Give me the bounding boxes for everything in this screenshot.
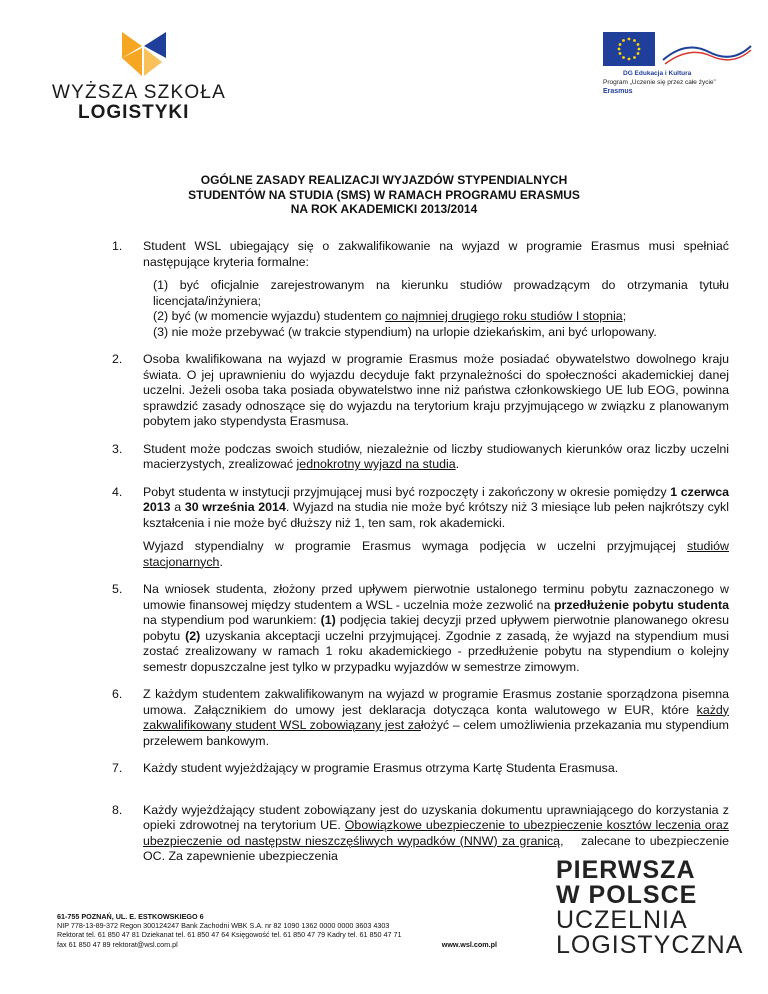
item-text — [143, 485, 729, 532]
item-text: Każdy student wyjeżdżający w programie Erasmus otrzyma Kartę Studenta Erasmusa. — [143, 761, 619, 775]
slogan-line1: PIERWSZA — [556, 856, 696, 884]
bold-date: 30 września 2014 — [184, 500, 286, 514]
logo-line1: WYŻSZA SZKOŁA — [52, 82, 226, 103]
item-text — [143, 582, 729, 675]
item-number: 4. — [112, 484, 123, 499]
wsl-logo — [52, 28, 232, 128]
footer-phones: Rektorat tel. 61 850 47 81 Dziekanat tel. 61 850 47 64 Księgowość tel. 61 850 47 79 Kadry tel. 61 850 47 71 — [57, 930, 402, 940]
eu-erasmus-logo — [603, 32, 753, 95]
list-item-1 — [112, 239, 729, 340]
text-part: . — [219, 554, 223, 569]
text-part: Pobyt studenta w instytucji przyjmującej musi być rozpoczęty i zakończony w okresie pomiędzy — [143, 484, 671, 499]
item-number: 1. — [112, 239, 123, 253]
text-part: a — [170, 500, 185, 514]
erasmus-wave-icon — [661, 38, 753, 66]
footer-fax: fax 61 850 47 89 rektorat@wsl.com.pl — [57, 939, 178, 949]
title-line3: NA ROK AKADEMICKI 2013/2014 — [290, 202, 478, 216]
list-item-5 — [112, 582, 729, 675]
item-number: 8. — [112, 802, 123, 817]
list-item-4 — [112, 484, 729, 571]
logo-line2: LOGISTYKI — [78, 102, 190, 123]
underlined-text: Obowiązkowe ubezpieczenie to ubezpieczenie kosztów leczenia oraz ubezpieczenie od następstw nieszczęśliwych wypadków (NNW) za granicą, — [143, 818, 729, 848]
criterion-2: (2) być (w momencie wyjazdu) studentem — [153, 309, 386, 323]
list-item-2 — [112, 352, 729, 430]
wsl-logo-mark-icon — [104, 28, 204, 80]
text-part: Wyjazd stypendialny w programie Erasmus wymaga podjęcia w uczelni przyjmującej — [143, 539, 687, 553]
item-number: 6. — [112, 687, 123, 701]
item-number: 5. — [112, 582, 123, 596]
title-line1: OGÓLNE ZASADY REALIZACJI WYJAZDÓW STYPENDIALNYCH — [200, 173, 568, 187]
footer-contact-row — [57, 940, 497, 949]
item-number: 2. — [112, 352, 123, 366]
bold-text: (1) — [320, 613, 336, 627]
list-item-7 — [112, 761, 729, 777]
footer-address: 61-755 POZNAŃ, UL. E. ESTKOWSKIEGO 6 — [57, 912, 204, 921]
footer — [57, 912, 497, 949]
underlined-text: jednokrotny wyjazd na studia — [296, 457, 456, 471]
underlined-text: studiów stacjonarnych — [143, 539, 729, 569]
item-text: Student WSL ubiegający się o zakwalifikowanie na wyjazd w programie Erasmus musi spełniać następujące kryteria formalne: — [143, 239, 729, 269]
criteria-block — [143, 278, 729, 340]
text-part: . Wyjazd na studia nie może być krótszy niż 3 miesiące lub pełen najkrótszy cykl kształcenia i nie może być dłuższy niż 1, ten sam, rok akademicki. — [143, 500, 729, 530]
text-part: łożyć – celem umożliwienia przekazania mu stypendium przelewem bankowym. — [143, 718, 729, 748]
criteria-list — [112, 239, 733, 877]
eu-erasmus-label: Erasmus — [603, 88, 633, 95]
document-title — [0, 173, 768, 217]
item-number: 7. — [112, 761, 123, 775]
text-part: Z każdym studentem zakwalifikowanym na wyjazd w programie Erasmus zostanie sporządzona pisemna umowa. Załącznikiem do umowy jest deklaracja dotycząca konta walutowego w EUR, które — [143, 687, 729, 717]
criterion-2-end: ; — [622, 309, 627, 323]
bold-date: 1 czerwca 2013 — [143, 484, 729, 514]
text-part: Na wniosek studenta, złożony przed upływem pierwotnie ustalonego terminu pobytu zaznaczonego w umowie finansowej między studentem a WSL - uczelnia może zezwolić na — [143, 582, 729, 612]
footer-website-link[interactable]: www.wsl.com.pl — [441, 939, 497, 949]
text-part: Każdy wyjeżdżający student zobowiązany jest do uzyskania dokumentu uprawniającego do korzystania z opieki zdrowotnej na terytorium UE. — [143, 802, 729, 832]
item-text-2 — [143, 539, 729, 570]
eu-flag-icon — [603, 32, 655, 66]
title-line2: STUDENTÓW NA STUDIA (SMS) W RAMACH PROGRAMU ERASMUS — [188, 187, 580, 202]
text-part: uzyskania akceptacji uczelni przyjmującej. Zgodnie z zasadą, że wyjazd na stypendium musi zostać zrealizowany w ramach 1 roku akademickiego - przedłużenie pobytu na stypendium o kolejny semestr dopuszczalne jest tylko w przypadku wyjazdów w semestrze zimowym. — [143, 628, 729, 674]
list-item-6 — [112, 687, 729, 749]
item-text: Osoba kwalifikowana na wyjazd w programie Erasmus może posiadać obywatelstwo dowolnego kraju świata. O jej uprawnieniu do wyjazdu decyduje fakt przynależności do społeczności akademickiej danej uczelni. Jeżeli osoba taka posiada obywatelstwo inne niż państwa członkowskiego UE lub EOG, powinna sprawdzić zasady odnoszące się do wyjazdu na terytorium kraju przyjmującego w związku z planowanym pobytem jako stypendysta Erasmusa. — [143, 352, 729, 428]
list-item-3 — [112, 441, 729, 473]
criterion-1: (1) być oficjalnie zarejestrowanym na kierunku studiów prowadzącym do otrzymania tytułu licencjata/inżyniera; — [153, 278, 729, 308]
criterion-3: (3) nie może przebywać (w trakcie stypendium) na urlopie dziekańskim, ani być urlopowany. — [153, 324, 657, 339]
slogan — [556, 858, 743, 958]
underlined-text: każdy zakwalifikowany student WSL zobowiązany jest za — [143, 702, 729, 732]
item-number: 3. — [112, 441, 123, 456]
bold-text: (2) — [185, 628, 201, 643]
bold-text: przedłużenie pobytu studenta — [553, 597, 729, 612]
text-part: zalecane to ubezpieczenie OC. Za zapewnienie ubezpieczenia — [143, 833, 733, 863]
eu-dg-label: DG Edukacja i Kultura — [623, 70, 692, 77]
criterion-2-underline: co najmniej drugiego roku studiów I stopnia — [385, 309, 623, 323]
slogan-line4: LOGISTYCZNA — [556, 931, 744, 959]
text-part: Student może podczas swoich studiów, niezależnie od liczby studiowanych kierunków oraz liczby uczelni macierzystych, zrealizować — [143, 441, 729, 471]
slogan-line3: UCZELNIA — [556, 906, 688, 934]
text-part: podjęcia takiej decyzji przed upływem pierwotnie planowanego okresu pobytu — [143, 613, 729, 643]
item-text — [143, 442, 729, 473]
text-part: na stypendium pod warunkiem: — [143, 613, 321, 627]
footer-nip: NIP 778-13-89-372 Regon 300124247 Bank Zachodni WBK S.A. nr 82 1090 1362 0000 0000 3603 4303 — [57, 921, 390, 931]
item-text — [143, 687, 729, 749]
eu-program-label: Program „Uczenie się przez całe życie” — [603, 79, 716, 86]
slogan-line2: W POLSCE — [556, 881, 698, 909]
text-part: . — [455, 457, 460, 471]
